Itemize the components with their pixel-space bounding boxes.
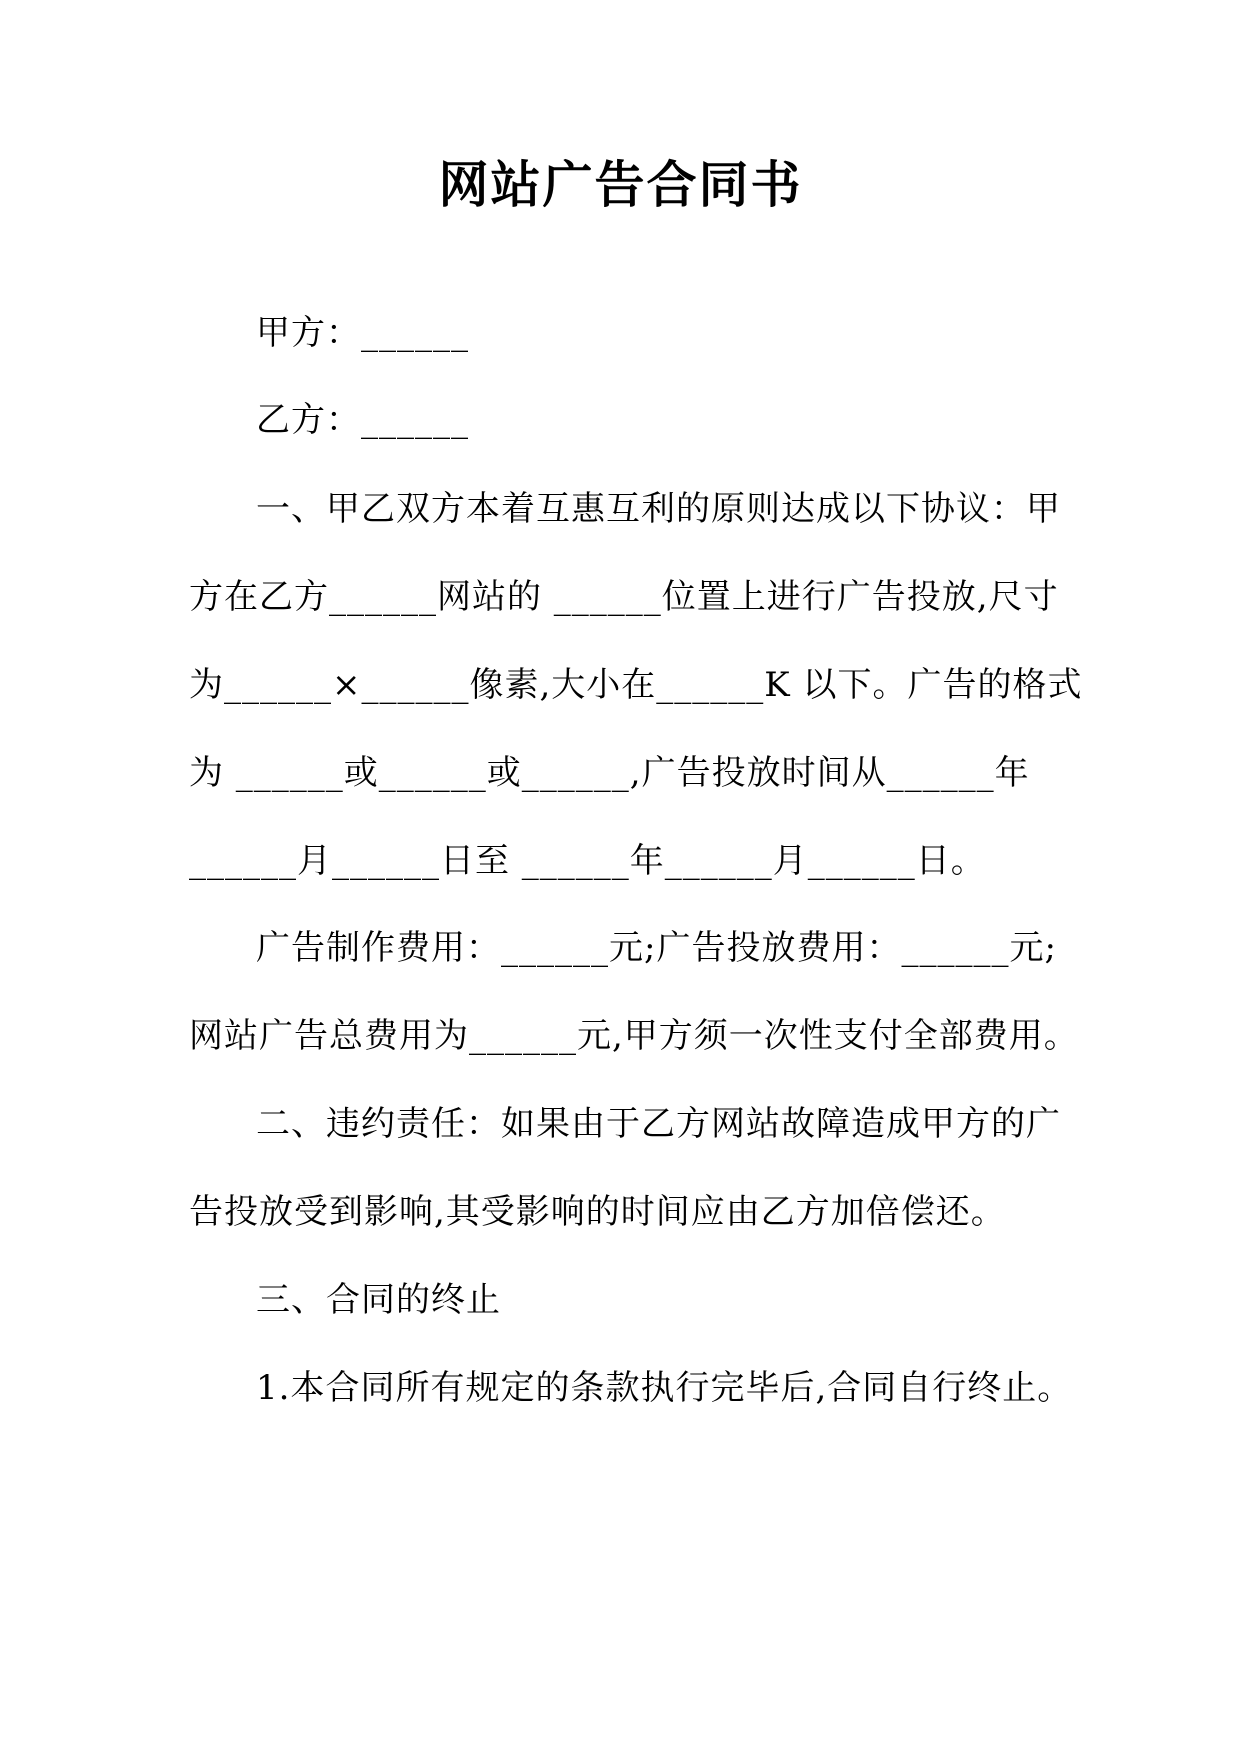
clause-1-line-5: ______月______日至 ______年______月______日。 <box>189 841 986 881</box>
clause-3-heading: 三、合同的终止 <box>256 1280 501 1320</box>
clause-2-line-1: 二、违约责任：如果由于乙方网站故障造成甲方的广 <box>256 1104 1061 1144</box>
clause-1-line-4: 为 ______或______或______,广告投放时间从______年 <box>189 753 1030 793</box>
document-title: 网站广告合同书 <box>438 156 803 214</box>
clause-1-line-3: 为______×______像素,大小在______K 以下。广告的格式 <box>189 665 1083 705</box>
fees-line-1: 广告制作费用：______元;广告投放费用：______元; <box>256 928 1057 968</box>
clause-1-line-1: 一、甲乙双方本着互惠互利的原则达成以下协议：甲 <box>256 489 1061 529</box>
fees-line-2: 网站广告总费用为______元,甲方须一次性支付全部费用。 <box>189 1016 1079 1056</box>
clause-1-line-2: 方在乙方______网站的 ______位置上进行广告投放,尺寸 <box>189 577 1059 617</box>
party-a-line: 甲方：______ <box>256 313 469 353</box>
clause-2-line-2: 告投放受到影响,其受影响的时间应由乙方加倍偿还。 <box>189 1192 1006 1232</box>
clause-3-item-1: 1.本合同所有规定的条款执行完毕后,合同自行终止。 <box>256 1368 1073 1408</box>
party-b-line: 乙方：______ <box>256 400 469 440</box>
